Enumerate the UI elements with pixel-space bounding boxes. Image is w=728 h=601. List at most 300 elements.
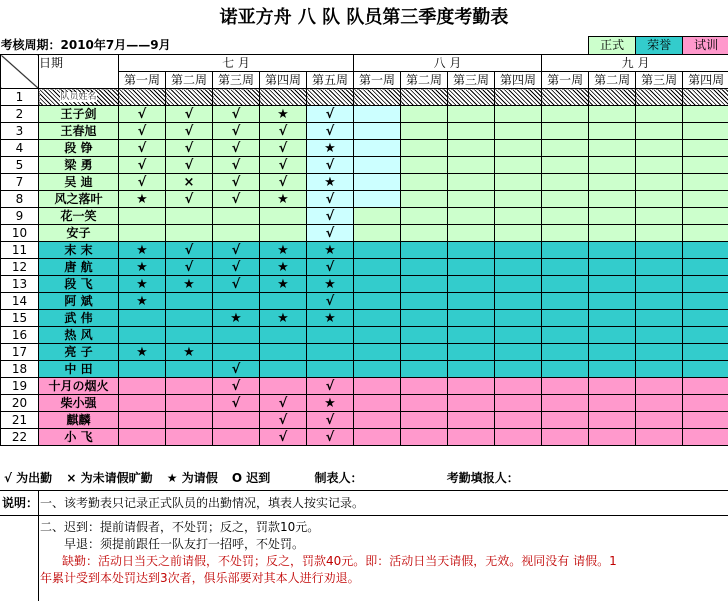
attendance-cell (683, 429, 728, 446)
attendance-cell (307, 361, 354, 378)
attendance-cell (354, 344, 401, 361)
attendance-cell (636, 293, 683, 310)
attendance-cell (636, 140, 683, 157)
week-header-aug-2: 第二周 (401, 72, 448, 89)
attendance-cell (448, 412, 495, 429)
attendance-cell (166, 395, 213, 412)
attendance-cell (542, 276, 589, 293)
attendance-cell (166, 327, 213, 344)
attendance-cell (448, 259, 495, 276)
sample-cell (354, 89, 401, 106)
attendance-cell (354, 395, 401, 412)
attendance-cell (683, 310, 728, 327)
attendance-cell (401, 123, 448, 140)
member-name: 柴小强 (39, 395, 119, 412)
attendance-cell (542, 208, 589, 225)
attendance-cell: √ (260, 429, 307, 446)
note-3: 早退：须提前跟任一队友打一招呼，不处罚。 (64, 537, 305, 551)
attendance-cell (542, 123, 589, 140)
attendance-cell (636, 242, 683, 259)
attendance-cell (636, 310, 683, 327)
attendance-cell (542, 310, 589, 327)
attendance-cell (260, 378, 307, 395)
attendance-cell: ★ (260, 276, 307, 293)
attendance-cell: ★ (166, 276, 213, 293)
month-jul: 七 月 (119, 55, 354, 72)
member-name: 唐 航 (39, 259, 119, 276)
attendance-cell (495, 310, 542, 327)
attendance-cell (495, 412, 542, 429)
attendance-cell (354, 310, 401, 327)
attendance-cell (354, 174, 401, 191)
attendance-cell (542, 378, 589, 395)
attendance-cell (166, 208, 213, 225)
week-header-sep-1: 第一周 (542, 72, 589, 89)
attendance-cell (401, 344, 448, 361)
attendance-cell (448, 378, 495, 395)
attendance-cell (401, 310, 448, 327)
attendance-cell: √ (166, 191, 213, 208)
table-row (1, 106, 728, 123)
member-name: 风之落叶 (39, 191, 119, 208)
week-header-jul-4: 第四周 (260, 72, 307, 89)
row-number: 2 (1, 106, 39, 123)
member-name: 亮 子 (39, 344, 119, 361)
attendance-cell: √ (213, 361, 260, 378)
attendance-cell: √ (213, 106, 260, 123)
attendance-cell (354, 361, 401, 378)
attendance-cell (448, 225, 495, 242)
attendance-cell (542, 242, 589, 259)
legend-reporter: 考勤填报人： (446, 471, 519, 485)
attendance-cell (589, 259, 636, 276)
attendance-cell (589, 191, 636, 208)
attendance-cell (213, 225, 260, 242)
row-number: 12 (1, 259, 39, 276)
attendance-cell: √ (213, 242, 260, 259)
attendance-cell (542, 174, 589, 191)
attendance-cell: √ (213, 157, 260, 174)
attendance-cell: √ (213, 276, 260, 293)
attendance-cell: √ (166, 157, 213, 174)
attendance-cell: ★ (307, 276, 354, 293)
attendance-cell (542, 106, 589, 123)
week-header-jul-1: 第一周 (119, 72, 166, 89)
week-header-jul-5: 第五周 (307, 72, 354, 89)
attendance-cell (213, 412, 260, 429)
row-number: 13 (1, 276, 39, 293)
attendance-cell (542, 344, 589, 361)
member-name: 热 风 (39, 327, 119, 344)
row-number: 3 (1, 123, 39, 140)
attendance-cell (119, 429, 166, 446)
attendance-table (0, 36, 728, 446)
attendance-cell (354, 208, 401, 225)
attendance-cell (401, 140, 448, 157)
table-row (1, 174, 728, 191)
attendance-cell (636, 276, 683, 293)
attendance-cell: √ (119, 157, 166, 174)
attendance-cell (448, 361, 495, 378)
attendance-cell (166, 361, 213, 378)
attendance-cell (636, 225, 683, 242)
attendance-cell: √ (213, 378, 260, 395)
attendance-cell (401, 174, 448, 191)
attendance-cell (448, 276, 495, 293)
attendance-cell (589, 293, 636, 310)
attendance-cell (354, 378, 401, 395)
member-name: 麒麟 (39, 412, 119, 429)
attendance-cell (448, 208, 495, 225)
attendance-cell (542, 327, 589, 344)
member-name: 阿 斌 (39, 293, 119, 310)
attendance-cell (683, 106, 728, 123)
attendance-cell: √ (213, 259, 260, 276)
member-name: 段 铮 (39, 140, 119, 157)
attendance-cell: ★ (213, 310, 260, 327)
sample-cell (589, 89, 636, 106)
sample-cell (683, 89, 728, 106)
attendance-cell (589, 429, 636, 446)
badge-trial: 试训 (683, 37, 728, 55)
sample-cell (401, 89, 448, 106)
attendance-cell (401, 106, 448, 123)
sample-cell (448, 89, 495, 106)
attendance-cell (495, 123, 542, 140)
legend-leave: ★ 为请假 (166, 471, 218, 485)
attendance-cell (636, 327, 683, 344)
page-title: 诺亚方舟 八 队 队员第三季度考勤表 (219, 7, 509, 28)
attendance-cell (213, 327, 260, 344)
attendance-cell (683, 140, 728, 157)
attendance-cell (260, 225, 307, 242)
table-row (1, 140, 728, 157)
attendance-cell: ★ (260, 191, 307, 208)
attendance-cell (683, 293, 728, 310)
sample-cell (260, 89, 307, 106)
attendance-cell (589, 412, 636, 429)
attendance-cell (683, 361, 728, 378)
attendance-cell (495, 276, 542, 293)
attendance-cell: √ (260, 174, 307, 191)
attendance-cell (636, 429, 683, 446)
attendance-cell (495, 174, 542, 191)
attendance-cell (495, 225, 542, 242)
attendance-cell: √ (307, 293, 354, 310)
attendance-cell (495, 242, 542, 259)
attendance-cell (213, 429, 260, 446)
attendance-cell (683, 276, 728, 293)
notes-label: 说明： (2, 496, 39, 510)
week-header-jul-3: 第三周 (213, 72, 260, 89)
week-header-sep-4: 第四周 (683, 72, 728, 89)
legend-maker: 制表人： (314, 471, 363, 485)
attendance-cell: ★ (119, 293, 166, 310)
attendance-cell (495, 395, 542, 412)
member-name: 武 伟 (39, 310, 119, 327)
attendance-cell: ★ (307, 242, 354, 259)
table-row (1, 225, 728, 242)
row-number: 9 (1, 208, 39, 225)
attendance-cell: √ (260, 412, 307, 429)
attendance-cell (354, 327, 401, 344)
attendance-cell (119, 310, 166, 327)
attendance-cell (166, 310, 213, 327)
row-number: 14 (1, 293, 39, 310)
row-number: 18 (1, 361, 39, 378)
sample-name-cell: 队员姓名 (39, 89, 119, 106)
name-label (39, 72, 119, 89)
sample-cell (495, 89, 542, 106)
table-row (1, 191, 728, 208)
table-row (1, 310, 728, 327)
attendance-cell (448, 242, 495, 259)
attendance-cell (589, 378, 636, 395)
attendance-cell (401, 276, 448, 293)
week-header-aug-3: 第三周 (448, 72, 495, 89)
attendance-cell: ★ (119, 191, 166, 208)
attendance-cell (683, 327, 728, 344)
attendance-cell (495, 429, 542, 446)
attendance-cell (542, 429, 589, 446)
attendance-cell: √ (260, 395, 307, 412)
attendance-cell (448, 174, 495, 191)
table-row (1, 327, 728, 344)
legend (0, 466, 728, 490)
attendance-cell: ★ (119, 242, 166, 259)
attendance-cell (636, 123, 683, 140)
attendance-cell: √ (166, 259, 213, 276)
attendance-cell (354, 106, 401, 123)
attendance-cell (448, 344, 495, 361)
attendance-cell (495, 327, 542, 344)
attendance-cell (213, 344, 260, 361)
badge-honor: 荣誉 (636, 37, 683, 55)
attendance-cell: √ (307, 191, 354, 208)
attendance-cell (354, 293, 401, 310)
attendance-cell (636, 157, 683, 174)
sample-cell (636, 89, 683, 106)
legend-late: O 迟到 (231, 471, 271, 485)
period-label: 考核周期：2010年7月——9月 (1, 37, 589, 55)
attendance-cell (448, 157, 495, 174)
attendance-cell (683, 208, 728, 225)
attendance-cell (636, 259, 683, 276)
attendance-cell (495, 106, 542, 123)
attendance-cell (636, 106, 683, 123)
attendance-cell (589, 327, 636, 344)
attendance-cell (542, 259, 589, 276)
table-row (1, 344, 728, 361)
attendance-cell (119, 208, 166, 225)
attendance-cell: ★ (307, 395, 354, 412)
attendance-cell (683, 378, 728, 395)
attendance-cell (589, 140, 636, 157)
date-label: 日期 (39, 55, 119, 72)
note-1: 一、该考勤表只记录正式队员的出勤情况，填表人按实记录。 (40, 496, 365, 510)
attendance-cell (683, 242, 728, 259)
attendance-cell (589, 208, 636, 225)
week-header-aug-4: 第四周 (495, 72, 542, 89)
row-number: 4 (1, 140, 39, 157)
attendance-cell: ★ (119, 344, 166, 361)
attendance-cell: √ (119, 174, 166, 191)
attendance-cell (401, 429, 448, 446)
row-number: 5 (1, 157, 39, 174)
note-4: 缺勤：活动日当天之前请假，不处罚；反之，罚款40元。即：活动日当天请假，无效。视同没有 请假。1 (62, 554, 617, 568)
sample-cell (119, 89, 166, 106)
sample-cell (213, 89, 260, 106)
attendance-cell (119, 378, 166, 395)
attendance-cell: √ (307, 225, 354, 242)
attendance-cell (119, 225, 166, 242)
row-number: 20 (1, 395, 39, 412)
attendance-cell (401, 157, 448, 174)
attendance-cell (260, 344, 307, 361)
attendance-cell (495, 157, 542, 174)
attendance-cell: ★ (119, 259, 166, 276)
table-row (1, 276, 728, 293)
row-number: 15 (1, 310, 39, 327)
attendance-cell (448, 123, 495, 140)
attendance-cell (260, 361, 307, 378)
week-header-jul-2: 第二周 (166, 72, 213, 89)
attendance-cell: √ (260, 123, 307, 140)
attendance-cell: √ (119, 123, 166, 140)
table-row (1, 157, 728, 174)
attendance-cell (119, 412, 166, 429)
attendance-cell (166, 293, 213, 310)
row-number: 22 (1, 429, 39, 446)
attendance-cell (495, 293, 542, 310)
attendance-cell (401, 208, 448, 225)
attendance-cell (260, 293, 307, 310)
row-number: 7 (1, 174, 39, 191)
note-5: 年累计受到本处罚达到3次者，俱乐部要对其本人进行劝退。 (40, 571, 360, 585)
attendance-cell (495, 361, 542, 378)
attendance-cell (683, 174, 728, 191)
week-header-aug-1: 第一周 (354, 72, 401, 89)
attendance-cell (636, 361, 683, 378)
attendance-cell (542, 191, 589, 208)
attendance-cell (589, 361, 636, 378)
attendance-cell (589, 157, 636, 174)
attendance-cell (683, 259, 728, 276)
attendance-cell (589, 174, 636, 191)
attendance-cell (542, 395, 589, 412)
member-name: 安子 (39, 225, 119, 242)
attendance-cell (589, 310, 636, 327)
attendance-cell (119, 395, 166, 412)
attendance-cell (495, 191, 542, 208)
legend-absent: × 为未请假旷勤 (66, 471, 153, 485)
attendance-cell (683, 395, 728, 412)
attendance-cell: √ (307, 378, 354, 395)
attendance-cell (307, 327, 354, 344)
attendance-cell (589, 276, 636, 293)
member-name: 花一笑 (39, 208, 119, 225)
attendance-cell: ★ (260, 242, 307, 259)
attendance-cell: √ (213, 123, 260, 140)
member-name: 末 末 (39, 242, 119, 259)
attendance-cell (589, 225, 636, 242)
attendance-cell: ★ (307, 310, 354, 327)
attendance-cell (589, 242, 636, 259)
attendance-cell (636, 412, 683, 429)
attendance-cell: √ (307, 259, 354, 276)
attendance-cell (542, 412, 589, 429)
row-number: 8 (1, 191, 39, 208)
attendance-cell (542, 361, 589, 378)
attendance-cell: √ (119, 140, 166, 157)
attendance-cell (495, 378, 542, 395)
attendance-cell (448, 293, 495, 310)
notes (0, 490, 728, 601)
attendance-cell (354, 259, 401, 276)
attendance-cell (448, 310, 495, 327)
note-2: 二、迟到：提前请假者，不处罚；反之，罚款10元。 (40, 520, 320, 534)
member-name: 王春旭 (39, 123, 119, 140)
attendance-cell: ★ (307, 174, 354, 191)
sample-cell (307, 89, 354, 106)
attendance-cell: √ (166, 123, 213, 140)
attendance-cell (166, 412, 213, 429)
member-name: 十月の烟火 (39, 378, 119, 395)
attendance-cell (683, 191, 728, 208)
attendance-cell (589, 106, 636, 123)
row-number: 17 (1, 344, 39, 361)
attendance-cell (401, 327, 448, 344)
attendance-cell (119, 361, 166, 378)
attendance-cell: √ (260, 157, 307, 174)
table-row (1, 242, 728, 259)
attendance-cell: √ (213, 140, 260, 157)
attendance-cell (495, 140, 542, 157)
sample-cell (166, 89, 213, 106)
month-aug: 八 月 (354, 55, 542, 72)
attendance-cell (683, 344, 728, 361)
member-name: 段 飞 (39, 276, 119, 293)
attendance-cell: √ (213, 395, 260, 412)
attendance-cell: √ (307, 208, 354, 225)
attendance-cell (589, 123, 636, 140)
member-name: 吴 迪 (39, 174, 119, 191)
attendance-cell: √ (119, 106, 166, 123)
attendance-cell (448, 191, 495, 208)
attendance-cell (636, 395, 683, 412)
attendance-cell: ★ (260, 310, 307, 327)
attendance-cell: ★ (260, 259, 307, 276)
badge-formal: 正式 (589, 37, 636, 55)
attendance-cell (354, 412, 401, 429)
legend-present: √ 为出勤 (4, 471, 53, 485)
attendance-cell: ★ (166, 344, 213, 361)
attendance-cell (260, 208, 307, 225)
week-header-sep-2: 第二周 (589, 72, 636, 89)
attendance-cell (401, 361, 448, 378)
attendance-cell (119, 327, 166, 344)
attendance-cell: × (166, 174, 213, 191)
attendance-cell (542, 140, 589, 157)
table-row (1, 378, 728, 395)
attendance-cell (354, 157, 401, 174)
attendance-cell (636, 208, 683, 225)
attendance-cell (448, 429, 495, 446)
attendance-cell: √ (166, 106, 213, 123)
table-row (1, 208, 728, 225)
member-name: 中 田 (39, 361, 119, 378)
row-number: 11 (1, 242, 39, 259)
